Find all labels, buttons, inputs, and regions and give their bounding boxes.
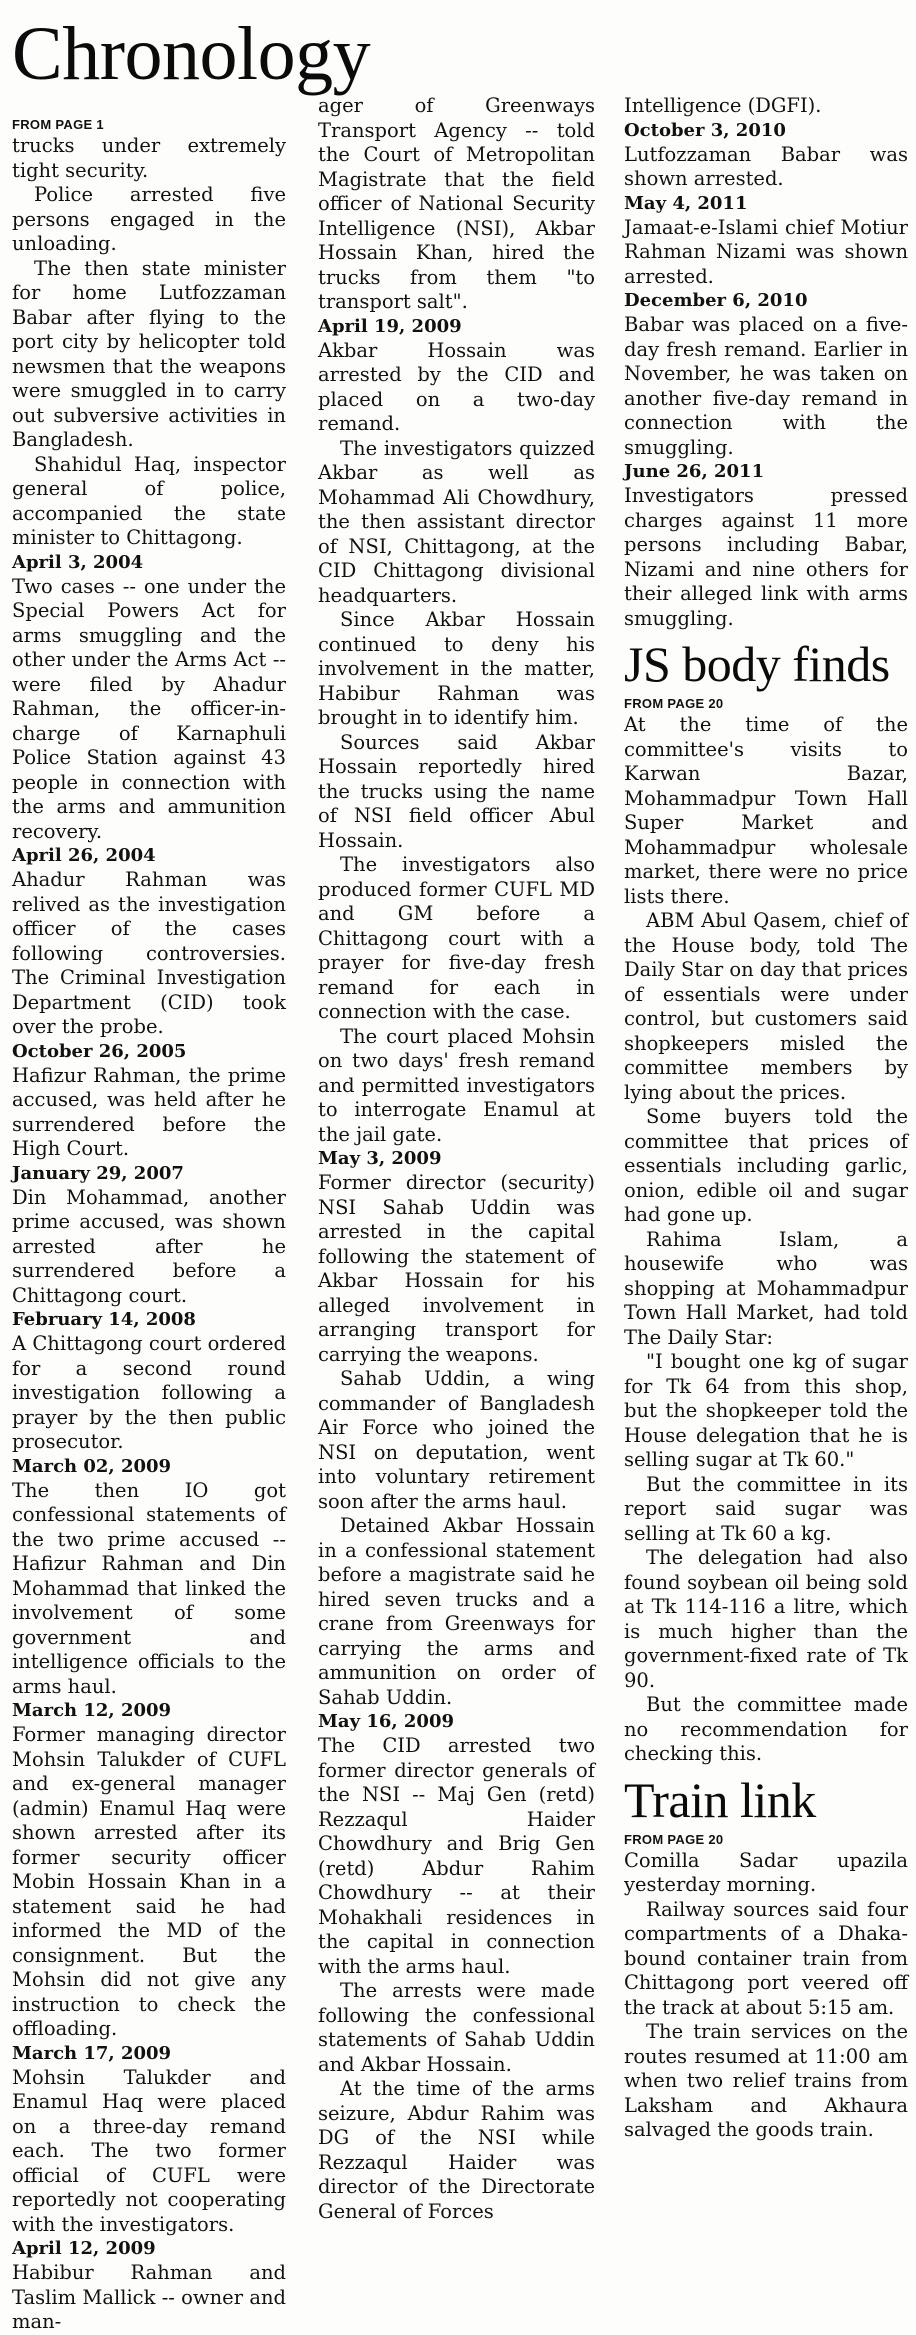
column-body (624, 94, 908, 631)
dateline: June 26, 2011 (624, 461, 765, 482)
article-paragraph: The investigators quizzed Akbar as well as Mohammad Ali Chowdhury, the then assistant director of NSI, Chittagong, at the CID Chittagong divisional headquarters. (318, 436, 595, 607)
article-paragraph: But the committee in its report said sugar was selling at Tk 60 a kg. (624, 1472, 908, 1545)
article-paragraph: Two cases -- one under the Special Powers Act for arms smuggling and the other under the Arms Act -- were filed by Ahadur Rahman, the officer-in-charge of Karnaphuli Police Station against 43 people in connection with the arms and ammunition recovery. (12, 574, 286, 843)
dateline: April 3, 2004 (12, 551, 144, 573)
from-page-label: FROM PAGE 1 (12, 117, 104, 132)
article-paragraph: Babar was placed on a five-day fresh remand. Earlier in November, he was taken on another five-day remand in connection with the smuggling. (624, 313, 908, 459)
headline-js-body-finds: JS body finds (624, 636, 890, 692)
from-page-label: FROM PAGE 20 (624, 1831, 724, 1847)
dateline: January 29, 2007 (12, 1162, 184, 1184)
article-paragraph: Shahidul Haq, inspector general of police, accompanied the state minister to Chittagong. (12, 452, 286, 549)
article-paragraph: Investigators pressed charges against 11 more persons including Babar, Nizami and nine others for their alleged link with arms smuggling. (624, 484, 908, 630)
article-paragraph: Habibur Rahman and Taslim Mallick -- owner and man- (12, 2261, 286, 2333)
article-paragraph: Din Mohammad, another prime accused, was shown arrested after he surrendered before a Chittagong court. (12, 1185, 286, 1307)
dateline: April 12, 2009 (12, 2238, 156, 2259)
article-paragraph: The CID arrested two former director generals of the NSI -- Maj Gen (retd) Rezzaqul Haider Chowdhury and Brig Gen (retd) Abdur Rahim Chowdhury -- at their Mohakhali residences in the capital in connection with the arms haul. (318, 1734, 595, 1978)
article-paragraph: Mohsin Talukder and Enamul Haq were placed on a three-day remand each. The two former official of CUFL were reportedly not cooperating with the investigators. (12, 2065, 286, 2236)
column-body (12, 134, 286, 2335)
article-paragraph: Intelligence (DGFI). (624, 94, 822, 117)
dateline: December 6, 2010 (624, 290, 808, 311)
article-paragraph: The delegation had also found soybean oil being sold at Tk 114-116 a litre, which is much higher than the government-fixed rate of Tk 90. (624, 1546, 908, 1692)
from-page-label: FROM PAGE 20 (624, 696, 724, 711)
article-paragraph: The train services on the routes resumed at 11:00 am when two relief trains from Laksham and Akhaura salvaged the goods train. (624, 2020, 908, 2141)
dateline: October 3, 2010 (624, 119, 786, 141)
article-paragraph: A Chittagong court ordered for a second round investigation following a prayer by the then public prosecutor. (12, 1332, 286, 1453)
article-paragraph: Ahadur Rahman was relived as the investigation officer of the cases following controversies. The Criminal Investigation Department (CID) took over the probe. (12, 868, 286, 1038)
article-paragraph: Jamaat-e-Islami chief Motiur Rahman Nizami was shown arrested. (624, 215, 908, 288)
column-body (624, 713, 908, 1767)
article-paragraph: Former managing director Mohsin Talukder of CUFL and ex-general manager (admin) Enamul Haq were shown arrested after its former security officer Mobin Hossain Khan in a statement said he had informed the MD of the consignment. But the Mohsin did not give any instruction to check the offloading. (12, 1723, 286, 2040)
article-paragraph: Detained Akbar Hossain in a confessional statement before a magistrate said he hired seven trucks and a crane from Greenways for carrying the arms and ammunition on order of Sahab Uddin. (318, 1514, 595, 1709)
column-body (624, 1849, 908, 2143)
article-paragraph: At the time of the committee's visits to Karwan Bazar, Mohammadpur Town Hall Super Market and Mohammadpur wholesale market, there were no price lists there. (624, 713, 908, 908)
dateline: April 19, 2009 (318, 315, 462, 337)
dateline: March 02, 2009 (12, 1455, 172, 1477)
article-paragraph: The then state minister for home Lutfozzaman Babar after flying to the port city by helicopter told newsmen that the weapons were smuggled in to carry out subversive activities in Bangladesh. (12, 256, 286, 451)
column-body (318, 94, 595, 2224)
article-paragraph: "I bought one kg of sugar for Tk 64 from this shop, but the shopkeeper told the House delegation that he is selling sugar at Tk 60." (624, 1350, 908, 1471)
article-paragraph: ager of Greenways Transport Agency -- told the Court of Metropolitan Magistrate that the field officer of National Security Intelligence (NSI), Akbar Hossain Khan, hired the trucks from them "to transport salt". (318, 94, 595, 313)
headline-chronology: Chronology (12, 12, 371, 96)
article-paragraph: Sources said Akbar Hossain reportedly hired the trucks using the name of NSI field officer Abul Hossain. (318, 730, 595, 852)
dateline: April 26, 2004 (12, 845, 156, 866)
article-paragraph: Former director (security) NSI Sahab Uddin was arrested in the capital following the statement of Akbar Hossain for his alleged involvement in arranging transport for carrying the weapons. (318, 1171, 595, 1366)
article-paragraph: Rahima Islam, a housewife who was shopping at Mohammadpur Town Hall Market, had told The Daily Star: (624, 1227, 908, 1349)
article-paragraph: The arrests were made following the confessional statements of Sahab Uddin and Akbar Hossain. (318, 1979, 595, 2076)
dateline: May 16, 2009 (318, 1711, 454, 1732)
dateline: May 3, 2009 (318, 1148, 442, 1169)
article-paragraph: Lutfozzaman Babar was shown arrested. (624, 142, 908, 190)
column-left (12, 0, 371, 2335)
dateline: October 26, 2005 (12, 1040, 187, 1062)
column-right (624, 94, 908, 2143)
dateline: February 14, 2008 (12, 1309, 196, 1330)
article-paragraph: The court placed Mohsin on two days' fresh remand and permitted investigators to interrogate Enamul at the jail gate. (318, 1024, 595, 1146)
article-paragraph: Since Akbar Hossain continued to deny his involvement in the matter, Habibur Rahman was brought in to identify him. (318, 608, 595, 729)
article-paragraph: Police arrested five persons engaged in the unloading. (12, 183, 286, 255)
article-paragraph: Railway sources said four compartments of a Dhaka-bound container train from Chittagong port veered off the track at about 5:15 am. (624, 1897, 908, 2019)
headline-train-link: Train link (624, 1771, 816, 1828)
article-paragraph: Comilla Sadar upazila yesterday morning. (624, 1848, 908, 1896)
dateline: March 12, 2009 (12, 1700, 172, 1721)
article-paragraph: But the committee made no recommendation for checking this. (624, 1693, 908, 1765)
article-paragraph: The investigators also produced former CUFL MD and GM before a Chittagong court with a prayer for five-day fresh remand for each in connection with the case. (318, 853, 595, 1023)
article-paragraph: trucks under extremely tight security. (12, 134, 286, 182)
dateline: May 4, 2011 (624, 192, 748, 214)
article-paragraph: At the time of the arms seizure, Abdur Rahim was DG of the NSI while Rezzaqul Haider was director of the Directorate General of Forces (318, 2077, 595, 2223)
article-paragraph: ABM Abul Qasem, chief of the House body, told The Daily Star on day that prices of essentials were under control, but customers said shopkeepers misled the committee members by lying about the prices. (624, 909, 908, 1104)
article-paragraph: Sahab Uddin, a wing commander of Bangladesh Air Force who joined the NSI on deputation, went into voluntary retirement soon after the arms haul. (318, 1367, 595, 1513)
dateline: March 17, 2009 (12, 2042, 172, 2064)
article-paragraph: Some buyers told the committee that prices of essentials including garlic, onion, edible oil and sugar had gone up. (624, 1105, 908, 1226)
column-middle (318, 94, 595, 2224)
article-paragraph: Hafizur Rahman, the prime accused, was held after he surrendered before the High Court. (12, 1063, 286, 1160)
article-paragraph: The then IO got confessional statements of the two prime accused -- Hafizur Rahman and Din Mohammad that linked the involvement of some government and intelligence officials to the arms haul. (12, 1478, 286, 1698)
article-paragraph: Akbar Hossain was arrested by the CID and placed on a two-day remand. (318, 338, 595, 435)
